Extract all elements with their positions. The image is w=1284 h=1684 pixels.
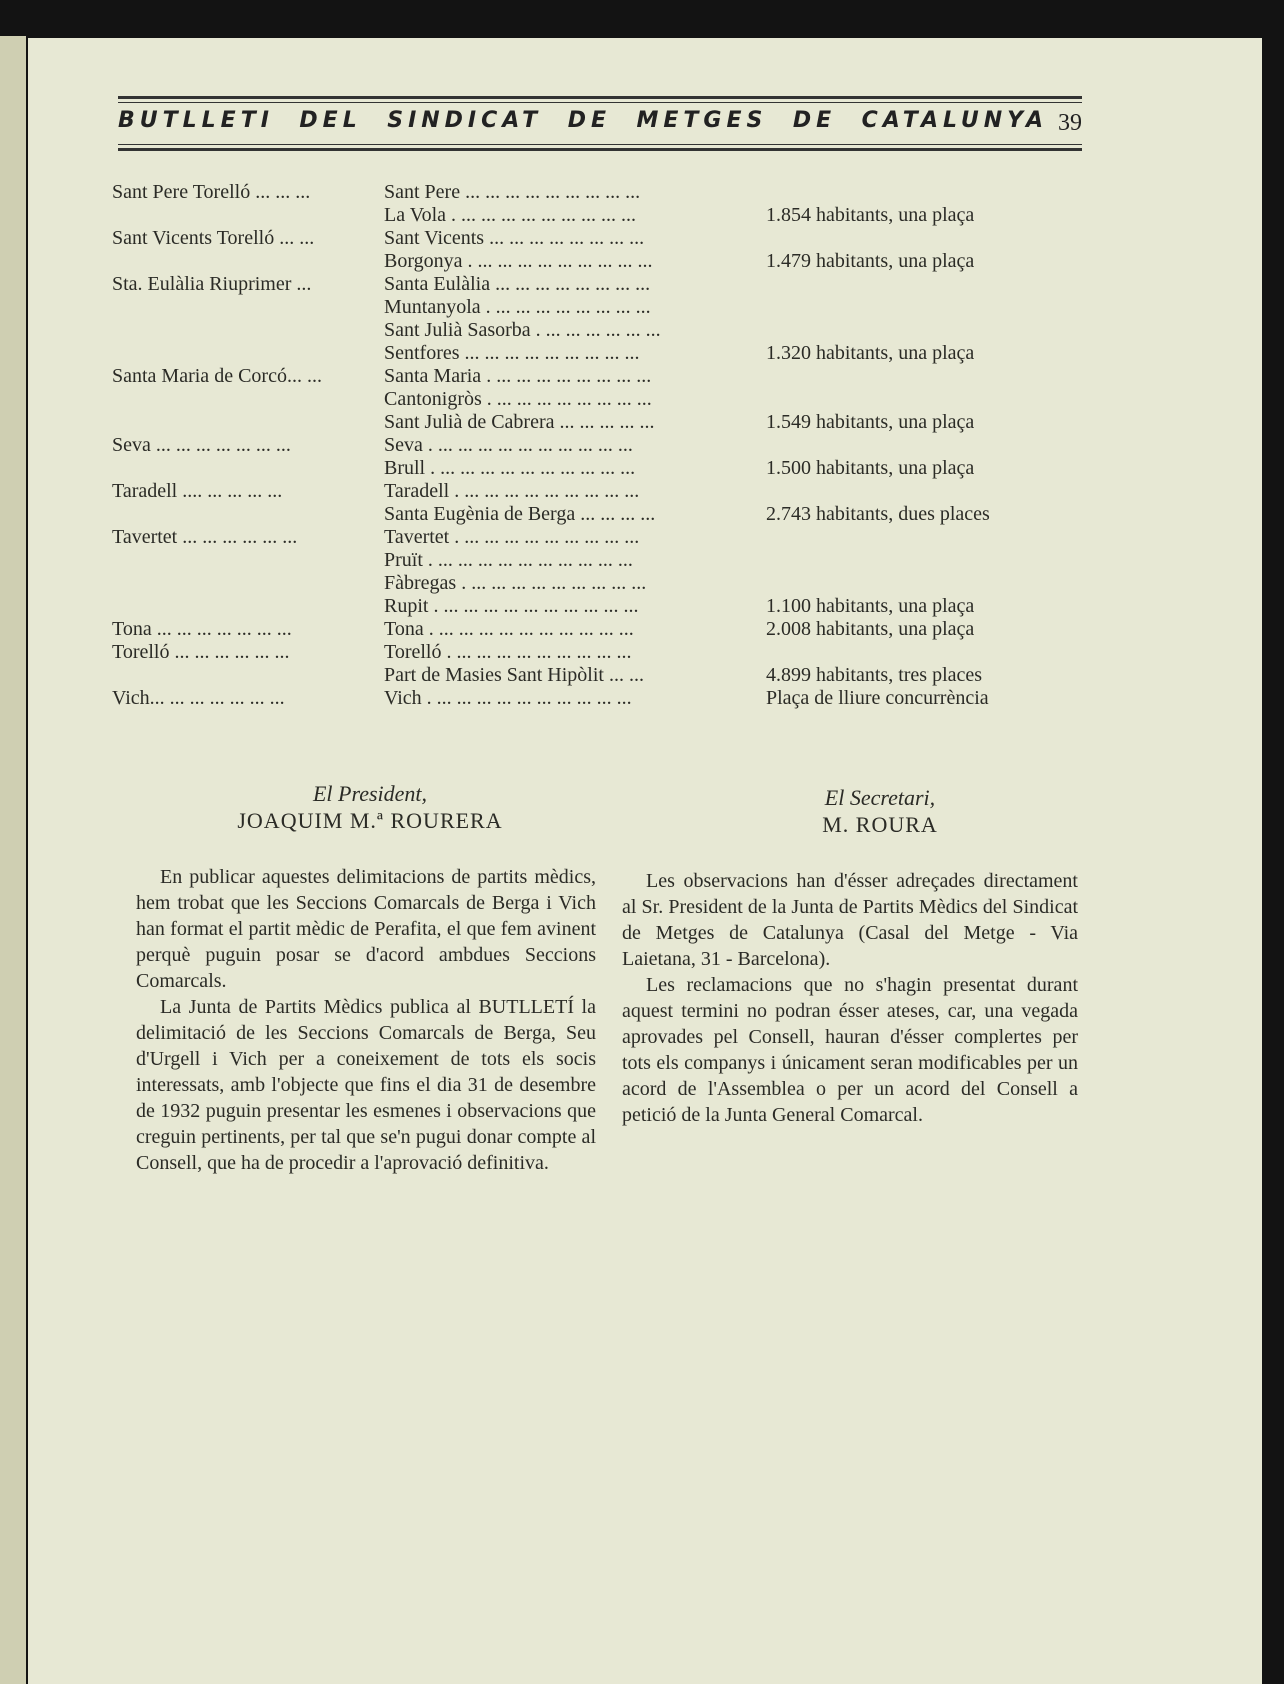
locality-cell: Santa Eulàlia ... ... ... ... ... ... ... ... — [384, 273, 651, 295]
locality-cell: Torelló . ... ... ... ... ... ... ... ... ... — [384, 641, 632, 663]
municipality-cell: Seva ... ... ... ... ... ... ... — [112, 434, 291, 456]
table-row — [112, 549, 1092, 572]
table-row — [112, 572, 1092, 595]
page-spine — [0, 36, 26, 1684]
population-cell: Plaça de lliure concurrència — [766, 687, 989, 709]
header-word: CATALUNYA — [861, 108, 1048, 133]
table-row — [112, 618, 1092, 641]
locality-cell: La Vola . ... ... ... ... ... ... ... ... ... — [384, 204, 637, 226]
table-row — [112, 319, 1092, 342]
locality-cell: Santa Eugènia de Berga ... ... ... ... — [384, 503, 656, 525]
locality-cell: Santa Maria . ... ... ... ... ... ... ... ... — [384, 365, 652, 387]
municipality-cell: Torelló ... ... ... ... ... ... — [112, 641, 290, 663]
municipality-cell: Santa Maria de Corcó... ... — [112, 365, 322, 387]
locality-cell: Vich . ... ... ... ... ... ... ... ... ... ... — [384, 687, 632, 709]
header-word: METGES — [636, 108, 768, 133]
body-column-left — [136, 864, 596, 1176]
population-cell: 2.743 habitants, dues places — [766, 503, 990, 525]
population-cell: 1.100 habitants, una plaça — [766, 595, 975, 617]
locality-cell: Sentfores ... ... ... ... ... ... ... ... ... — [384, 342, 640, 364]
table-row — [112, 273, 1092, 296]
header-word: DEL — [299, 108, 362, 133]
paragraph: Les observacions han d'ésser adreçades directament al Sr. President de la Junta de Partits Mèdics del Sindicat de Metges de Catalunya (Casal del Metge - Via Laietana, 31 - Barcelona). — [622, 870, 1078, 970]
table-row — [112, 526, 1092, 549]
header-word: DE — [792, 108, 837, 133]
municipality-cell: Tona ... ... ... ... ... ... ... — [112, 618, 292, 640]
paragraph: En publicar aquestes delimitacions de partits mèdics, hem trobat que les Seccions Comarcals de Berga i Vich han format el partit mèdic de Perafita, el que fem avinent perquè puguin posar se d'acord ambdues Seccions Comarcals. — [136, 866, 596, 992]
population-cell: 1.500 habitants, una plaça — [766, 457, 975, 479]
table-row — [112, 664, 1092, 687]
header-word: BUTLLETI — [118, 108, 274, 133]
table-row — [112, 480, 1092, 503]
table-row — [112, 388, 1092, 411]
population-cell: 4.899 habitants, tres places — [766, 664, 983, 686]
president-role: El President, — [312, 781, 428, 806]
locality-cell: Taradell . ... ... ... ... ... ... ... ... ... — [384, 480, 640, 502]
locality-cell: Fàbregas . ... ... ... ... ... ... ... ... ... — [384, 572, 647, 594]
paragraph: Les reclamacions que no s'hagin presentat durant aquest termini no podran ésser ateses, car, una vegada aprovades pel Consell, hauran d'ésser complertes per tots els companys i únicament seran modificables per un acord de l'Assemblea o per un acord del Consell a petició de la Junta General Comarcal. — [622, 974, 1078, 1126]
table-row — [112, 641, 1092, 664]
table-row — [112, 503, 1092, 526]
table-row — [112, 204, 1092, 227]
header-rule-bottom — [118, 144, 1082, 151]
population-cell: 1.549 habitants, una plaça — [766, 411, 975, 433]
population-cell: 1.320 habitants, una plaça — [766, 342, 975, 364]
locality-cell: Borgonya . ... ... ... ... ... ... ... ... ... — [384, 250, 653, 272]
locality-cell: Sant Julià de Cabrera ... ... ... ... ... — [384, 411, 655, 433]
locality-cell: Seva . ... ... ... ... ... ... ... ... ... ... — [384, 434, 633, 456]
municipality-cell: Taradell .... ... ... ... ... — [112, 480, 283, 502]
president-name: JOAQUIM M.ª ROURERA — [237, 808, 503, 833]
locality-cell: Pruït . ... ... ... ... ... ... ... ... ... ... — [384, 549, 633, 571]
table-row — [112, 227, 1092, 250]
table-row — [112, 457, 1092, 480]
locality-cell: Brull . ... ... ... ... ... ... ... ... ... ... — [384, 457, 636, 479]
population-cell: 2.008 habitants, una plaça — [766, 618, 975, 640]
table-row — [112, 687, 1092, 710]
locality-cell: Tona . ... ... ... ... ... ... ... ... ... ... — [384, 618, 634, 640]
locality-cell: Sant Vicents ... ... ... ... ... ... ... ... — [384, 227, 645, 249]
table-row — [112, 411, 1092, 434]
municipality-cell: Tavertet ... ... ... ... ... ... — [112, 526, 298, 548]
table-row — [112, 342, 1092, 365]
secretary-name: M. ROURA — [822, 812, 938, 837]
header-rule-top — [118, 96, 1082, 103]
population-cell: 1.854 habitants, una plaça — [766, 204, 975, 226]
table-row — [112, 365, 1092, 388]
population-cell: 1.479 habitants, una plaça — [766, 250, 975, 272]
table-row — [112, 181, 1092, 204]
locality-cell: Part de Masies Sant Hipòlit ... ... — [384, 664, 644, 686]
header-title — [118, 108, 1048, 133]
municipality-cell: Vich... ... ... ... ... ... ... — [112, 687, 285, 709]
locality-cell: Sant Pere ... ... ... ... ... ... ... ... ... — [384, 181, 641, 203]
municipality-cell: Sta. Eulàlia Riuprimer ... — [112, 273, 312, 295]
secretary-role: El Secretari, — [824, 785, 936, 810]
municipality-cell: Sant Vicents Torelló ... ... — [112, 227, 315, 249]
body-column-right — [622, 868, 1078, 1128]
paragraph: La Junta de Partits Mèdics publica al BUTLLETÍ la delimitació de les Seccions Comarcals de Berga, Seu d'Urgell i Vich per a coneixement de tots els socis interessats, amb l'objecte que fins el dia 31 de desembre de 1932 puguin presentar les esmenes i observacions que creguin pertinents, per tal que se'n pugui donar compte al Consell, que ha de procedir a l'aprovació definitiva. — [136, 996, 596, 1174]
page-number: 39 — [1058, 110, 1082, 136]
header-word: SINDICAT — [387, 108, 543, 133]
header-word: DE — [567, 108, 611, 133]
table-row — [112, 296, 1092, 319]
secretary-signature — [760, 784, 1000, 838]
locality-cell: Cantonigròs . ... ... ... ... ... ... ... ... — [384, 388, 652, 410]
table-row — [112, 250, 1092, 273]
locality-cell: Rupit . ... ... ... ... ... ... ... ... ... ... — [384, 595, 639, 617]
locality-cell: Muntanyola . ... ... ... ... ... ... ... ... — [384, 296, 651, 318]
table-row — [112, 595, 1092, 618]
locality-cell: Tavertet . ... ... ... ... ... ... ... ... ... — [384, 526, 640, 548]
municipality-cell: Sant Pere Torelló ... ... ... — [112, 181, 311, 203]
president-signature — [200, 780, 540, 834]
locality-cell: Sant Julià Sasorba . ... ... ... ... ... ... — [384, 319, 661, 341]
table-row — [112, 434, 1092, 457]
